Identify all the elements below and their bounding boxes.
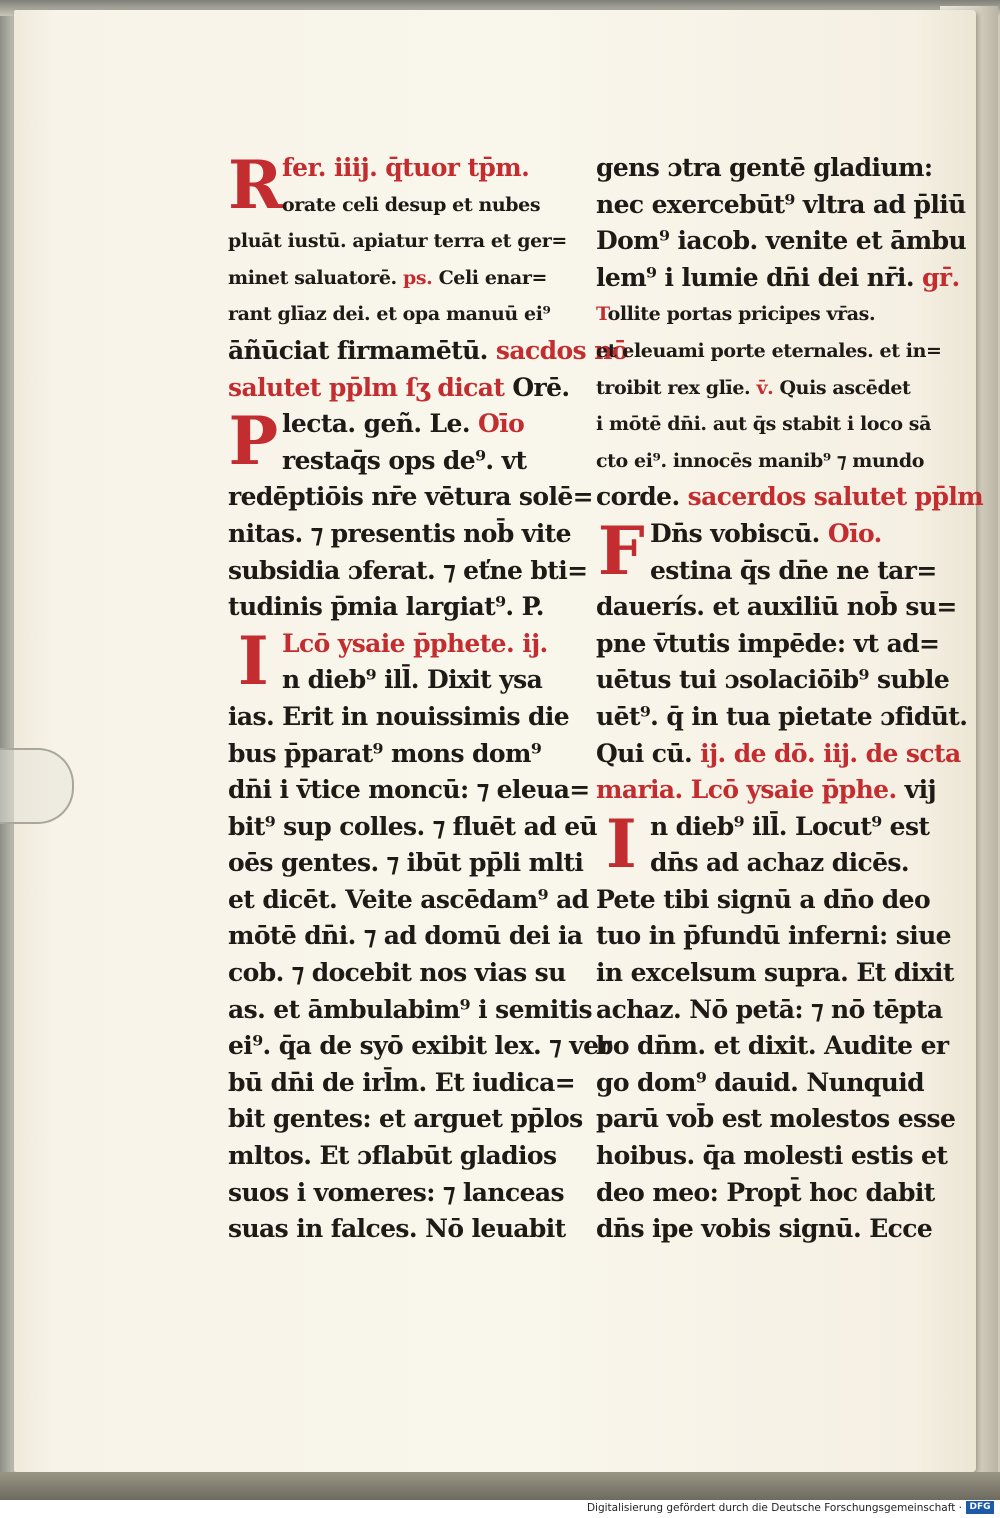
text-line (596, 662, 950, 699)
body-text: Quis ascēdet (773, 376, 911, 399)
body-text: rant glīaz dei. et opa manuū ei⁹ (228, 303, 551, 326)
body-text: dn̄s ipe vobis signū. Ecce (596, 1214, 933, 1244)
text-line (228, 260, 547, 297)
body-text: tudinis p̄mia largiat⁹. P. (228, 592, 544, 622)
text-line (228, 553, 588, 590)
body-text: deo meo: Propt̄ hoc dabit (596, 1177, 935, 1207)
rubric-text: Oīo (478, 409, 525, 439)
body-text: minet saluatorē. (228, 266, 403, 289)
digitization-credit: Digitalisierung gefördert durch die Deutsche Forschungsgemeinschaft · (586, 1502, 962, 1514)
text-line (596, 1028, 949, 1065)
body-text: Dn̄s vobiscū. (650, 518, 828, 548)
body-text: bit⁹ sup colles. ⁊ fluēt ad eū (228, 811, 598, 841)
body-text: restaq̄s ops de⁹. vt (282, 445, 527, 475)
body-text: nitas. ⁊ presentis nob̄ vite (228, 518, 571, 548)
body-text: cto ei⁹. innocēs manib⁹ ⁊ mundo (596, 449, 924, 472)
body-text: āñūciat firmamētū. (228, 335, 496, 365)
body-text: cob. ⁊ docebit nos vias su (228, 958, 566, 988)
body-text: mltos. Et ɔflabūt gladios (228, 1141, 557, 1171)
text-line (596, 955, 954, 992)
text-line (228, 479, 594, 516)
body-text: pluāt iustū. apiatur terra et ger= (228, 230, 567, 253)
body-text: as. et āmbulabim⁹ i semitis (228, 994, 592, 1024)
text-line (228, 992, 592, 1029)
right-text-column (596, 150, 984, 1248)
text-line (228, 809, 598, 846)
body-text: subsidia ɔferat. ⁊ eťne bti= (228, 555, 588, 585)
body-text: vij (904, 775, 936, 805)
rubric-text: gr̄. (922, 262, 960, 292)
body-text: et dicēt. Veite ascēdam⁹ ad (228, 884, 589, 914)
text-line (596, 1211, 933, 1248)
text-line (596, 626, 940, 663)
text-line (228, 736, 540, 773)
text-line (596, 296, 906, 333)
rubric-text: sacerdos salutet pp̄lm (687, 482, 984, 512)
text-line (596, 699, 968, 736)
text-line (596, 443, 924, 480)
body-text: i mōtē dn̄i. aut q̄s stabit i loco sā (596, 413, 932, 436)
body-text: suos i vomeres: ⁊ lanceas (228, 1177, 564, 1207)
text-line (596, 1138, 948, 1175)
text-line (228, 772, 590, 809)
text-line (596, 333, 942, 370)
rubric-text: T (596, 303, 608, 326)
text-line (228, 699, 570, 736)
page-clip (0, 748, 74, 824)
text-line (596, 1065, 924, 1102)
text-line (228, 1028, 611, 1065)
body-text: dn̄i i v̄tice moncū: ⁊ eleua= (228, 775, 590, 805)
text-line (228, 1138, 557, 1175)
body-text: bit gentes: et arguet pp̄los (228, 1104, 583, 1134)
text-line (596, 772, 936, 809)
text-line (228, 333, 628, 370)
rubricated-initial: R (228, 146, 283, 224)
body-text: Qui cū. (596, 738, 701, 768)
body-text: dn̄s ad achaz dicēs. (650, 848, 909, 878)
body-text: corde. (596, 482, 688, 512)
body-text: orate celi desup et nubes (282, 193, 541, 216)
rubric-text: salutet pp̄lm ſʒ dicat (228, 372, 513, 402)
rubric-text: maria. Lcō ysaie p̄phe. (596, 775, 905, 805)
text-line (228, 955, 566, 992)
body-text: ollite portas pricipes vr̄as. (607, 303, 876, 326)
body-text: bus p̄parat⁹ mons dom⁹ (228, 738, 542, 768)
rubric-text: ij. de dō. iij. de scta (700, 738, 961, 768)
body-text: parū vob̄ est molestos esse (596, 1104, 956, 1134)
body-text: tuo in p̄fundū inferni: siue (596, 921, 951, 951)
body-text: suas in falces. Nō leuabit (228, 1214, 566, 1244)
scan-bottom-edge (0, 1472, 1000, 1500)
body-text: gens ɔtra gentē gladium: (596, 153, 933, 182)
text-line (596, 882, 931, 919)
body-text: dauerís. et auxiliū nob̄ su= (596, 592, 957, 622)
text-line (596, 406, 932, 443)
body-text: redēptiōis nr̄e vētura solē= (228, 482, 594, 512)
text-line (596, 1101, 956, 1138)
left-text-column (228, 146, 628, 1248)
body-text: et eleuami porte eternales. et in= (596, 339, 942, 362)
text-line (228, 1175, 564, 1212)
text-line (596, 223, 967, 260)
body-text: achaz. Nō petā: ⁊ nō tēpta (596, 994, 943, 1024)
body-text: bū dn̄i de irl̄m. Et iudica= (228, 1067, 576, 1097)
body-text: pne v̄tutis impēde: vt ad= (596, 628, 940, 658)
body-text: Dom⁹ iacob. venite et āmbu (596, 226, 967, 256)
rubric-text: fer. iiij. q̄tuor tp̄m. (282, 153, 530, 182)
body-text: oēs gentes. ⁊ ibūt pp̄li mlti (228, 848, 584, 878)
text-line (228, 296, 551, 333)
body-text: uētus tui ɔsolaciōib⁹ suble (596, 665, 950, 695)
rubricated-initial: P (228, 402, 278, 481)
body-text: uēt⁹. q̄ in tua pietate ɔfidūt. (596, 701, 968, 731)
body-text: lecta. geñ. Le. (282, 409, 479, 439)
rubric-text: v̄. (756, 376, 774, 399)
text-line (228, 845, 584, 882)
text-line (228, 589, 544, 626)
text-line (596, 187, 966, 224)
text-line (596, 1175, 935, 1212)
text-line (596, 150, 933, 187)
rubricated-initial: I (605, 804, 637, 883)
text-line (596, 992, 943, 1029)
rubricated-initial: I (237, 621, 269, 700)
body-text: nec exercebūt⁹ vltra ad p̄liū (596, 189, 966, 219)
text-line (596, 370, 911, 407)
body-text: hoibus. q̄a molesti estis et (596, 1141, 948, 1171)
body-text: estina q̄s dn̄e ne tar= (650, 555, 937, 585)
body-text: ias. Erit in nouissimis die (228, 701, 570, 731)
body-text: n dieb⁹ ill̄. Locut⁹ est (650, 811, 930, 841)
body-text: troibit rex glīe. (596, 376, 757, 399)
rubric-text: Oīo. (827, 518, 882, 548)
rubricated-initial: F (597, 511, 645, 590)
rubric-text: sacdos nō (495, 335, 628, 365)
rubric-text: Lcō ysaie p̄phete. ij. (282, 628, 548, 658)
text-line (228, 223, 567, 260)
text-line (596, 260, 960, 297)
body-text: ei⁹. q̄a de syō exibit lex. ⁊ ver (228, 1031, 611, 1061)
text-line (228, 516, 571, 553)
text-line (596, 918, 951, 955)
text-line (228, 882, 589, 919)
body-text: Celi enar= (432, 266, 547, 289)
body-text: Orē. (512, 372, 570, 402)
text-line (228, 1101, 583, 1138)
text-line (228, 1211, 566, 1248)
body-text: go dom⁹ dauid. Nunquid (596, 1067, 924, 1097)
body-text: bo dn̄m. et dixit. Audite er (596, 1031, 949, 1061)
body-text: Pete tibi signū a dn̄o deo (596, 884, 931, 914)
rubric-text: ps. (402, 266, 433, 289)
body-text: n dieb⁹ ill̄. Dixit ysa (282, 665, 543, 695)
body-text: mōtē dn̄i. ⁊ ad domū dei ia (228, 921, 583, 951)
text-line (596, 736, 961, 773)
body-text: lem⁹ i lumie dn̄i dei nr̄i. (596, 262, 923, 292)
body-text: in excelsum supra. Et dixit (596, 958, 954, 988)
text-line (596, 479, 984, 516)
text-line (228, 370, 570, 407)
dfg-logo: DFG (966, 1501, 994, 1514)
text-line (596, 589, 957, 626)
text-line (228, 1065, 576, 1102)
text-line (228, 918, 583, 955)
